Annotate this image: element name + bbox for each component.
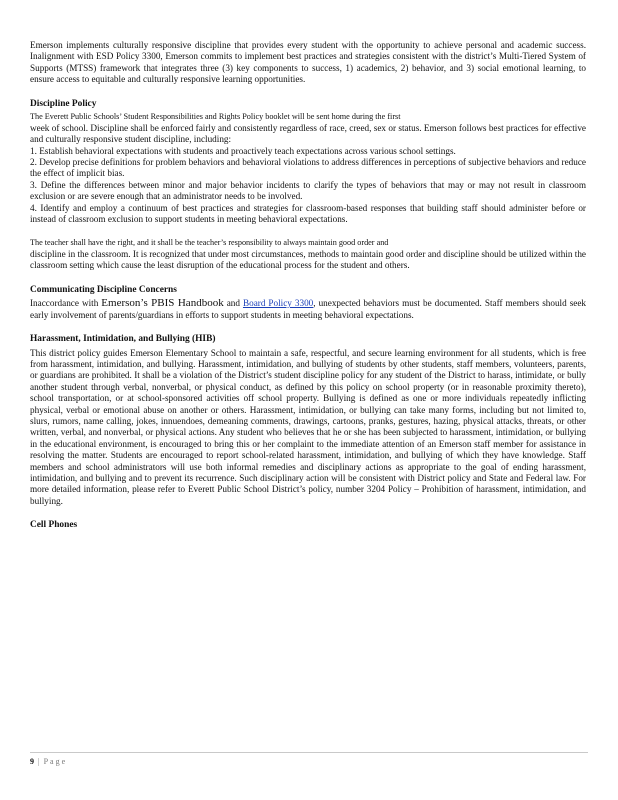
discipline-policy-heading: Discipline Policy — [30, 98, 97, 109]
hib-heading: Harassment, Intimidation, and Bullying (HIB) — [30, 334, 216, 345]
intro-paragraph: Emerson implements culturally responsive discipline that provides every student with the opportunity to achieve personal and academic success. Inalignment with ESD Policy 3300, Emerson commits to implement best practices and strategies consistent with the district’s Multi-Tiered System of Supports (MTSS) framework that integrates three (3) key components to success, 1) academics, 2) behavior, and 3) social emotional learning, to ensure access to equitable and culturally responsive learning opportunities. — [30, 40, 586, 85]
page-word: Page — [43, 757, 68, 766]
teacher-rights-line: The teacher shall have the right, and it shall be the teacher’s responsibility to always maintain good order and — [30, 238, 389, 248]
discipline-item-2: 2. Develop precise definitions for problem behaviors and behavioral violations to address differences in perceptions of subjective behaviors and reduce the effect of implicit bias. — [30, 156, 586, 179]
discipline-item-4: 4. Identify and employ a continuum of best practices and strategies for classroom-based responses that building staff should administer before or instead of classroom exclusion to support students in meeting behavioral expectations. — [30, 202, 586, 224]
discipline-intro-paragraph: week of school. Discipline shall be enforced fairly and consistently regardless of race, creed, sex or status. Emerson follows best practices for effective and culturally responsive student discipline, including: — [30, 122, 586, 145]
hib-paragraph: This district policy guides Emerson Elementary School to maintain a safe, respectful, and secure learning environment for all students, which is free from harassment, intimidation, and bullying. Harassment, intimidation, and bullying of students by other students, staff members, volunteers, parents, or guardians are prohibited. It shall be a violation of the District’s student discipline policy for any student of the District to harass, intimidate, or bully another student through verbal, nonverbal, or physical conduct, as defined by this policy on school property (or in reasonable proximity thereto), school transportation, or at school-sponsored activities off school property. Bullying is defined as one or more individuals repeatedly inflicting physical, verbal or emotional abuse on another or others. Harassment, intimidation, or bullying can take many forms, including but not limited to, slurs, rumors, name calling, jokes, innuendoes, demeaning comments, drawings, cartoons, pranks, gestures, hazing, physical attacks, threats, or other written, verbal, and nonverbal, or physical actions. Any student who believes that he or she has been subjected to harassment, intimidation, or bullying in the educational environment, is encouraged to bring this or her complaint to the immediate attention of an Emerson staff member for assistance in resolving the matter. Students are encouraged to report school-related harassment, intimidation, and bullying of which they have knowledge. Staff members and school administrators will use both informal remedies and disciplinary actions as appropriate to the goal of ending harassment, intimidation, and bullying and to prevent its recurrence. Such disciplinary action will be consistent with District policy and State and Federal law. For more detailed information, please refer to Everett Public School District’s policy, number 3204 Policy – Prohibition of harassment, intimidation, and bullying. — [30, 347, 586, 506]
pbis-handbook-text: Emerson’s PBIS Handbook — [101, 297, 224, 310]
page-content — [30, 40, 586, 534]
discipline-booklet-line: The Everett Public Schools’ Student Responsibilities and Rights Policy booklet will be sent home during the first — [30, 112, 401, 122]
communicating-post: , unexpected behaviors must be documented. Staff members should seek early involvement of parents/guardians in efforts to support students in meeting behavioral expectations. — [30, 298, 587, 320]
communicating-mid: and — [223, 298, 243, 309]
communicating-paragraph — [30, 298, 586, 321]
discipline-item-1: 1. Establish behavioral expectations with students and proactively teach expectations across various school settings. — [30, 145, 456, 156]
discipline-item-3: 3. Define the differences between minor and major behavior incidents to clarify the types of behaviors that may or may not result in classroom exclusion or are severe enough that an administrator needs to be involved. — [30, 179, 586, 202]
footer-separator: | — [38, 757, 40, 766]
communicating-pre: Inaccordance with — [30, 298, 102, 309]
page-number: 9 — [30, 757, 34, 766]
teacher-rights-paragraph: discipline in the classroom. It is recognized that under most circumstances, methods to maintain good order and discipline should be utilized within the classroom setting which cause the least disruption of the educational process for the student and others. — [30, 248, 586, 271]
board-policy-link[interactable]: Board Policy 3300 — [242, 298, 314, 309]
communicating-heading: Communicating Discipline Concerns — [30, 284, 177, 295]
page-footer — [30, 752, 588, 766]
cell-phones-heading: Cell Phones — [30, 520, 78, 531]
